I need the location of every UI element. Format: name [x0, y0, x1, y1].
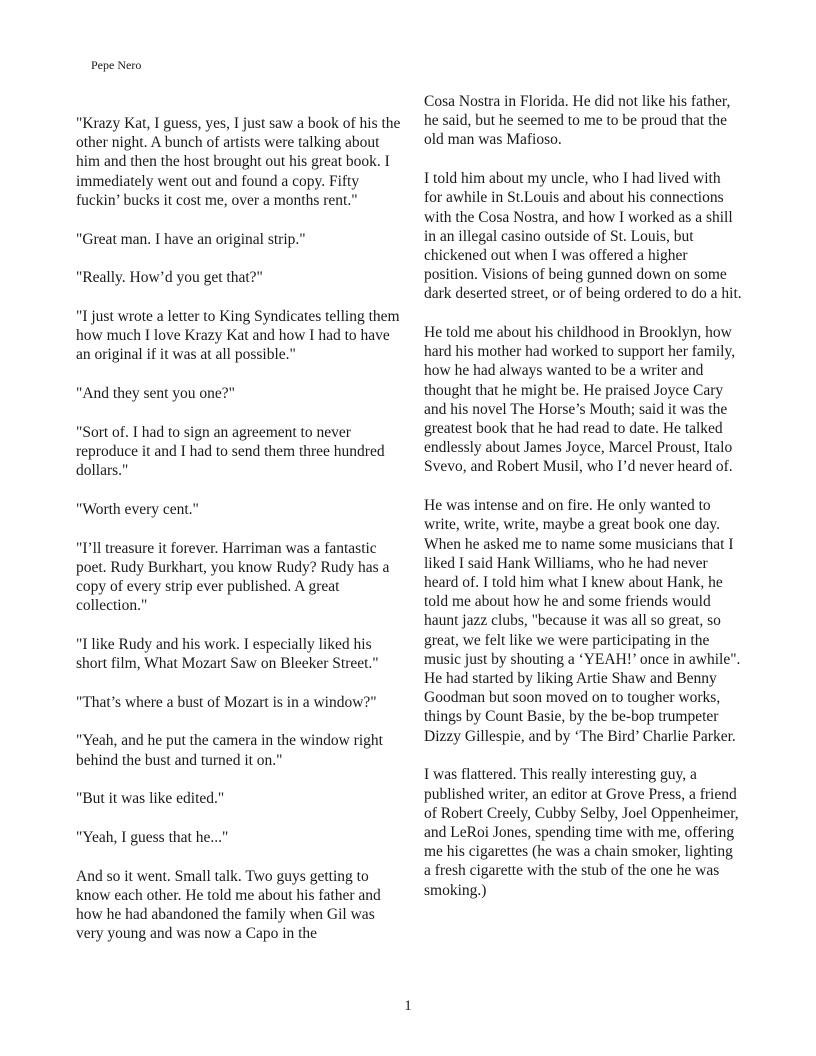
paragraph: "I like Rudy and his work. I especially liked his short film, What Mozart Saw on Bleeker Street."	[76, 635, 379, 673]
paragraph: "Yeah, and he put the camera in the window right behind the bust and turned it on."	[76, 732, 383, 769]
paragraph: "Worth every cent."	[76, 500, 199, 518]
paragraph: "That’s where a bust of Mozart is in a window?"	[76, 693, 377, 711]
paragraph: He told me about his childhood in Brooklyn, how hard his mother had worked to support her family, how he had always wanted to be a writer and thought that he might be. He praised Joyce Cary and his novel The Horse’s Mouth; said it was the greatest book that he had read to date. He talked endlessly about James Joyce, Marcel Proust, Italo Svevo, and Robert Musil, who I’d never heard of.	[424, 324, 736, 476]
paragraph: And so it went. Small talk. Two guys getting to know each other. He told me about his father and how he had abandoned the family when Gil was very young and was now a Capo in the	[76, 867, 381, 943]
running-header-author: Pepe Nero	[91, 58, 142, 72]
right-column	[424, 92, 742, 919]
paragraph: "I just wrote a letter to King Syndicates telling them how much I love Krazy Kat and how I had to have an original if it was at all possible."	[76, 307, 400, 364]
paragraph: "I’ll treasure it forever. Harriman was a fantastic poet. Rudy Burkhart, you know Rudy? Rudy has a copy of every strip ever published. A great collection."	[76, 539, 390, 615]
paragraph: "Really. How’d you get that?"	[76, 269, 263, 287]
paragraph: I was flattered. This really interesting guy, a published writer, an editor at Grove Press, a friend of Robert Creely, Cubby Selby, Joel Oppenheimer, and LeRoi Jones, spending time with me, offering me his cigarettes (he was a chain smoker, lighting a fresh cigarette with the stub of the one he was smoking.)	[424, 766, 739, 899]
paragraph: He was intense and on fire. He only wanted to write, write, write, maybe a great book one day. When he asked me to name some musicians that I liked I said Hank Williams, who he had never heard of. I told him what I knew about Hank, he told me about how he and some friends would haunt jazz clubs, "because it was all so great, so great, we felt like we were participating in the music just by shouting a ‘YEAH!’ once in awhile". He had started by liking Artie Shaw and Benny Goodman but soon moved on to tougher works, things by Count Basie, by the be-bop trumpeter Dizzy Gillespie, and by ‘The Bird’ Charlie Parker.	[424, 497, 741, 745]
paragraph: "But it was like edited."	[76, 790, 225, 808]
paragraph: "Yeah, I guess that he..."	[76, 829, 229, 847]
paragraph: "Great man. I have an original strip."	[76, 230, 306, 248]
paragraph: I told him about my uncle, who I had lived with for awhile in St.Louis and about his connections with the Cosa Nostra, and how I worked as a shill in an illegal casino outside of St. Louis, but chickened out when I was offered a higher position. Visions of being gunned down on some dark deserted street, or of being ordered to do a hit.	[424, 170, 742, 303]
paragraph: "Krazy Kat, I guess, yes, I just saw a book of his the other night. A bunch of artists were talking about him and then the host brought out his great book. I immediately went out and found a copy. Fifty fuckin’ bucks it cost me, over a months rent."	[76, 115, 401, 209]
paragraph: "And they sent you one?"	[76, 385, 236, 403]
left-column	[76, 114, 404, 963]
paragraph: "Sort of. I had to sign an agreement to never reproduce it and I had to send them three hundred dollars."	[76, 423, 385, 480]
page-number: 1	[404, 998, 412, 1014]
paragraph: Cosa Nostra in Florida. He did not like his father, he said, but he seemed to me to be proud that the old man was Mafioso.	[424, 93, 731, 149]
